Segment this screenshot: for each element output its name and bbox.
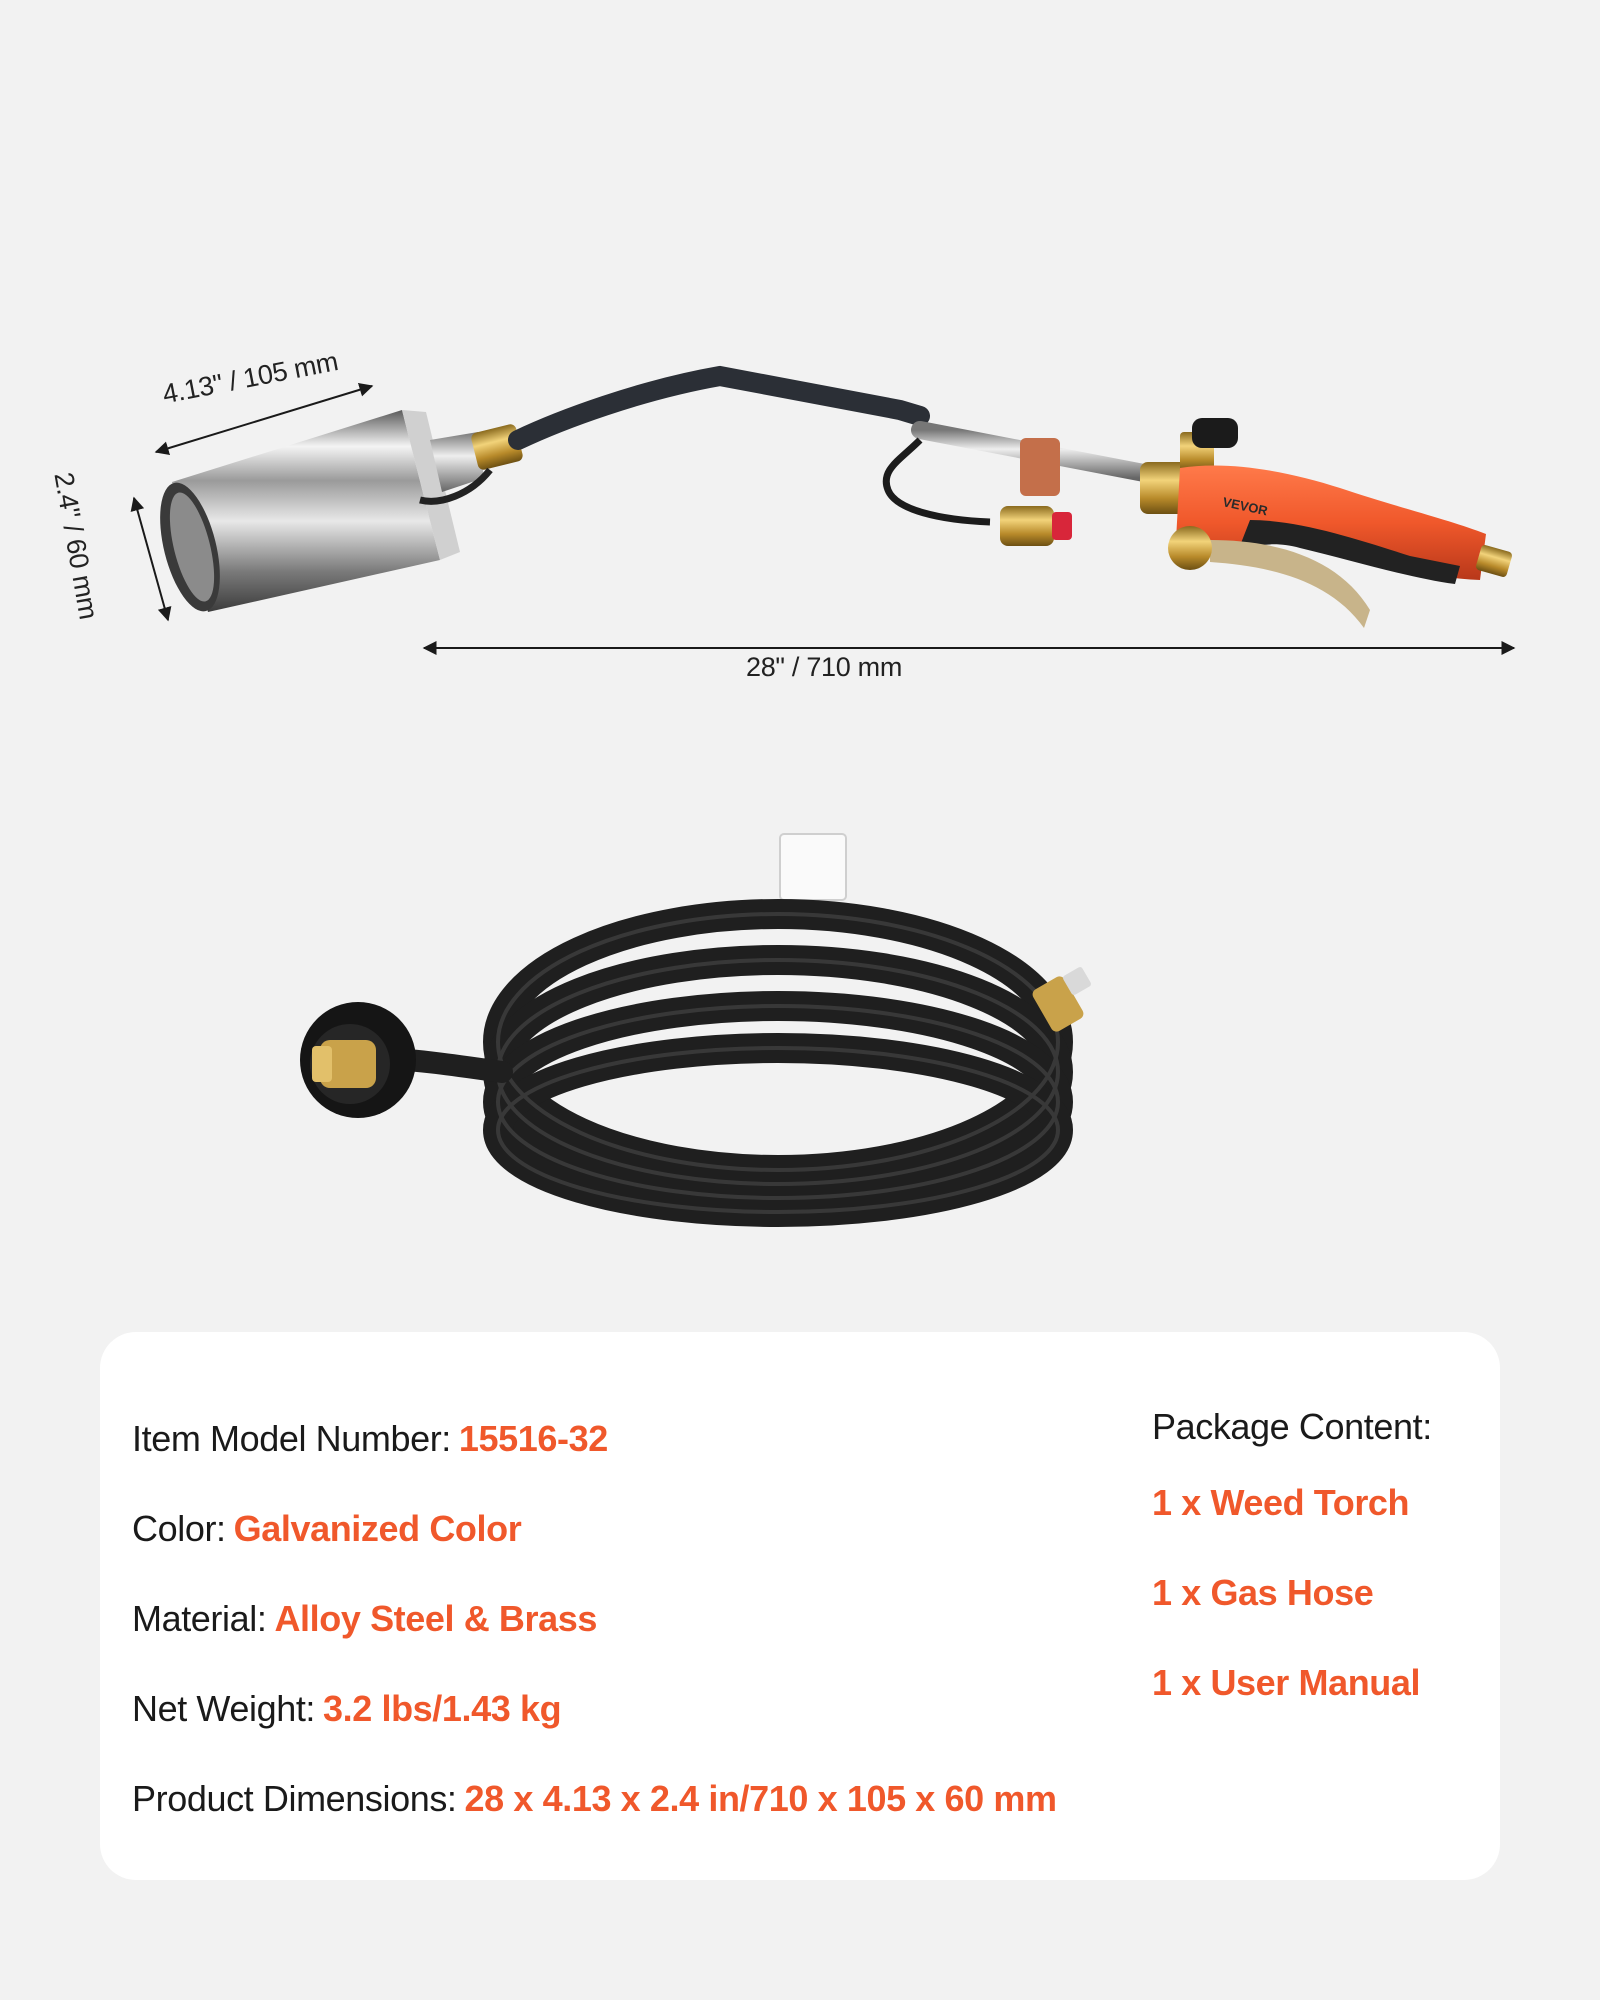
hose-tag <box>780 834 846 900</box>
package-item: 1 x Weed Torch <box>1152 1482 1410 1523</box>
handle-brand-text: VEVOR <box>1221 494 1270 519</box>
height-dimension-label: 2.4" / 60 mm <box>48 470 104 622</box>
spec-value: 15516-32 <box>458 1418 608 1459</box>
spec-row-weight <box>132 1688 561 1730</box>
spec-label: Color: <box>132 1508 226 1549</box>
spec-value: Alloy Steel & Brass <box>274 1598 597 1639</box>
spec-row-dimensions <box>132 1778 1057 1820</box>
package-content-title: Package Content: <box>1152 1406 1432 1447</box>
valve-knob <box>1192 418 1238 448</box>
hose-regulator-knob <box>300 1002 416 1118</box>
torch-figure <box>0 0 1600 760</box>
igniter-button <box>1052 512 1072 540</box>
spec-value: 3.2 lbs/1.43 kg <box>323 1688 562 1729</box>
spec-value: Galvanized Color <box>233 1508 522 1549</box>
width-dimension-label: 4.13" / 105 mm <box>160 346 341 410</box>
burner-cup <box>149 410 460 617</box>
spec-row-color <box>132 1508 521 1550</box>
hose-figure <box>280 820 1100 1240</box>
igniter-brass <box>1000 506 1054 546</box>
package-item: 1 x Gas Hose <box>1152 1572 1374 1613</box>
gas-hose-illustration <box>280 820 1100 1240</box>
package-item: 1 x User Manual <box>1152 1662 1421 1703</box>
spec-label: Product Dimensions: <box>132 1778 457 1819</box>
specifications-card <box>100 1332 1500 1880</box>
length-dimension-label: 28" / 710 mm <box>746 652 903 682</box>
spec-label: Item Model Number: <box>132 1418 451 1459</box>
spec-label: Net Weight: <box>132 1688 316 1729</box>
spec-value: 28 x 4.13 x 2.4 in/710 x 105 x 60 mm <box>464 1778 1057 1819</box>
spec-row-material <box>132 1598 597 1640</box>
spec-label: Material: <box>132 1598 267 1639</box>
spec-row-model <box>132 1418 608 1460</box>
